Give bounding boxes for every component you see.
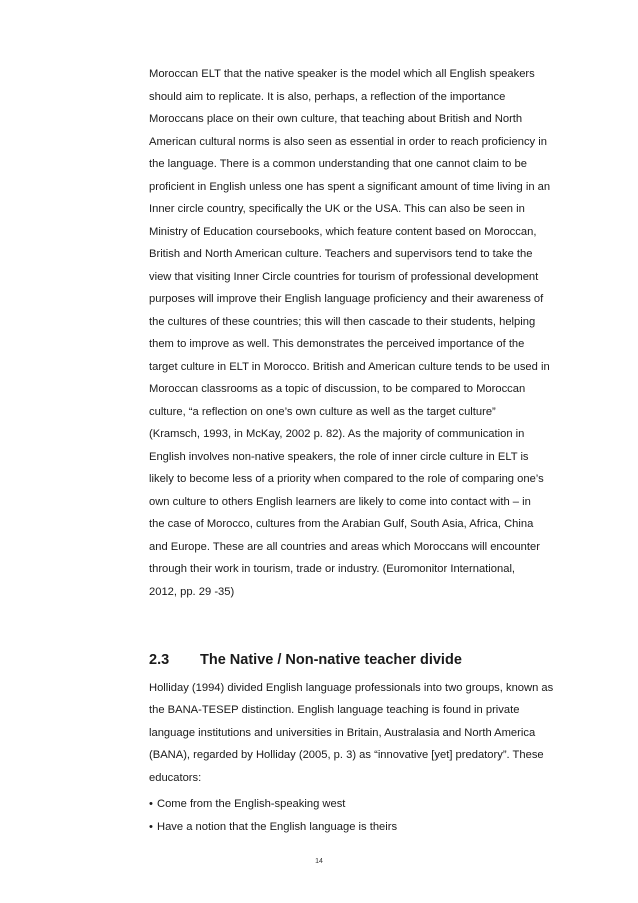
text-line: view that visiting Inner Circle countries for tourism of professional development (149, 270, 539, 283)
text-line: culture, “a reflection on one’s own culture as well as the target culture” (149, 405, 496, 418)
text-line: 2012, pp. 29 -35) (149, 585, 235, 598)
text-line: through their work in tourism, trade or industry. (Euromonitor International, (149, 563, 516, 575)
bullet-item (149, 797, 589, 811)
text-line: Moroccans place on their own culture, that teaching about British and North (149, 113, 523, 125)
text-line: (BANA), regarded by Holliday (2005, p. 3) as “innovative [yet] predatory”. These (149, 749, 544, 762)
bullet-text: Have a notion that the English language is theirs (157, 820, 398, 833)
text-line: Moroccan ELT that the native speaker is the model which all English speakers (149, 68, 535, 80)
text-line: should aim to replicate. It is also, perhaps, a reflection of the importance (149, 90, 506, 103)
page-number: 14 (315, 858, 323, 865)
bullet-text: Come from the English-speaking west (157, 798, 346, 810)
text-line: and Europe. These are all countries and areas which Moroccans will encounter (149, 540, 540, 553)
bullet-dot-icon: • (149, 820, 153, 833)
text-line: purposes will improve their English language proficiency and their awareness of (149, 293, 544, 305)
section-number: 2.3 (149, 652, 170, 668)
text-line: the language. There is a common understanding that one cannot claim to be (149, 158, 527, 170)
text-line: American cultural norms is also seen as essential in order to reach proficiency in (149, 135, 547, 148)
text-line: the case of Morocco, cultures from the Arabian Gulf, South Asia, Africa, China (149, 518, 534, 530)
text-line: Moroccan classrooms as a topic of discussion, to be compared to Moroccan (149, 383, 526, 395)
section-heading (149, 652, 462, 668)
text-line: (Kramsch, 1993, in McKay, 2002 p. 82). As the majority of communication in (149, 428, 525, 440)
text-line: English involves non-native speakers, the role of inner circle culture in ELT is (149, 450, 529, 463)
text-line: Inner circle country, specifically the UK or the USA. This can also be seen in (149, 203, 525, 215)
text-line: British and North American culture. Teachers and supervisors tend to take the (149, 248, 533, 260)
text-line: target culture in ELT in Morocco. British and American culture tends to be used in (149, 360, 550, 373)
text-line: Ministry of Education coursebooks, which feature content based on Moroccan, (149, 225, 537, 238)
bullet-item (149, 820, 589, 834)
text-line: Holliday (1994) divided English language professionals into two groups, known as (149, 682, 554, 694)
text-line: own culture to others English learners are likely to come into contact with – in (149, 495, 531, 508)
text-line: likely to become less of a priority when compared to the role of comparing one’s (149, 473, 544, 485)
text-line: them to improve as well. This demonstrates the perceived importance of the (149, 338, 525, 350)
text-line: the cultures of these countries; this will then cascade to their students, helping (149, 315, 536, 328)
bullet-dot-icon: • (149, 798, 153, 810)
text-line: proficient in English unless one has spent a significant amount of time living in an (149, 180, 551, 193)
text-line: the BANA-TESEP distinction. English language teaching is found in private (149, 704, 520, 717)
section-title: The Native / Non-native teacher divide (200, 652, 462, 668)
text-line: language institutions and universities in Britain, Australasia and North America (149, 726, 536, 739)
text-line: educators: (149, 771, 202, 784)
